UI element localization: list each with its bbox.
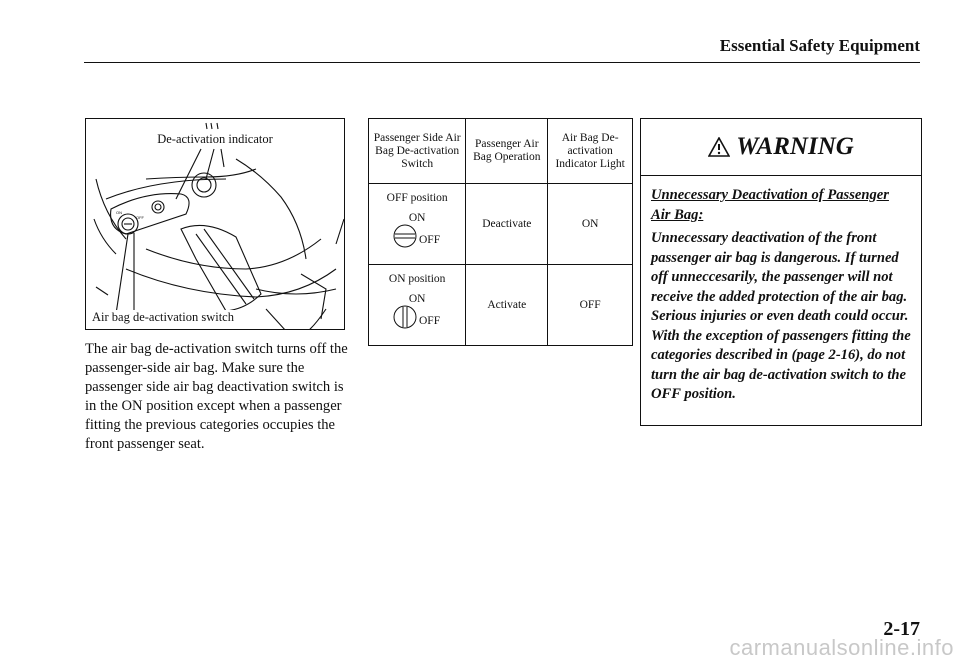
switch-knob-on-icon (393, 305, 417, 329)
table-header-indicator: Air Bag De-activation Indicator Light (548, 119, 633, 184)
table-header-row (369, 119, 633, 184)
de-activation-indicator-label: De-activation indicator (157, 132, 273, 146)
switch-position-cell (369, 265, 466, 346)
table-header-operation: Passenger Air Bag Operation (466, 119, 548, 184)
de-activation-switch-label: Air bag de-activation switch (92, 310, 234, 324)
section-title: Essential Safety Equipment (719, 36, 920, 55)
svg-text:OFF: OFF (136, 215, 144, 220)
table-header-switch: Passenger Side Air Bag De-activation Switch (369, 119, 466, 184)
body-paragraph: The air bag de-activation switch turns off the passenger-side air bag. Make sure the passenger side air bag deactivation switch is in the ON position except when a passenger fitting the previous categories occupies the front passenger seat. (85, 341, 348, 452)
on-label: ON (408, 212, 426, 224)
off-label: OFF (419, 234, 441, 246)
switch-knob-off-icon (393, 224, 417, 248)
indicator-cell: ON (548, 184, 633, 265)
operation-cell: Activate (466, 265, 548, 346)
switch-table (368, 118, 633, 346)
operation-cell: Deactivate (466, 184, 548, 265)
warning-subtitle: Unnecessary Deactivation of Passenger Air Bag: (651, 187, 889, 223)
warning-box (640, 118, 922, 426)
warning-title: WARNING (736, 133, 854, 160)
on-label: ON (408, 293, 426, 305)
warning-triangle-icon (708, 137, 730, 157)
header-divider (84, 62, 920, 63)
svg-text:ON: ON (116, 210, 122, 215)
table-row (369, 184, 633, 265)
switch-position-label: ON position (388, 273, 446, 285)
off-label: OFF (419, 315, 441, 327)
switch-position-cell (369, 184, 466, 265)
warning-header (641, 119, 921, 176)
watermark: carmanualsonline.info (729, 635, 954, 660)
warning-text: Unnecessary deactivation of the front passenger air bag is dangerous. If turned off unneccesarily, the passenger will not receive the added protection of the air bag. Serious injuries or even death could occur. With the exception of passengers fitting the categories described in (page 2-16), do not turn the air bag de-activation switch to the OFF position. (651, 230, 911, 402)
switch-illustration (85, 118, 345, 330)
indicator-cell: OFF (548, 265, 633, 346)
table-row (369, 265, 633, 346)
warning-body (641, 176, 921, 405)
page-number: 2-17 (883, 618, 920, 640)
switch-position-label: OFF position (386, 192, 448, 204)
console-drawing (86, 119, 345, 330)
